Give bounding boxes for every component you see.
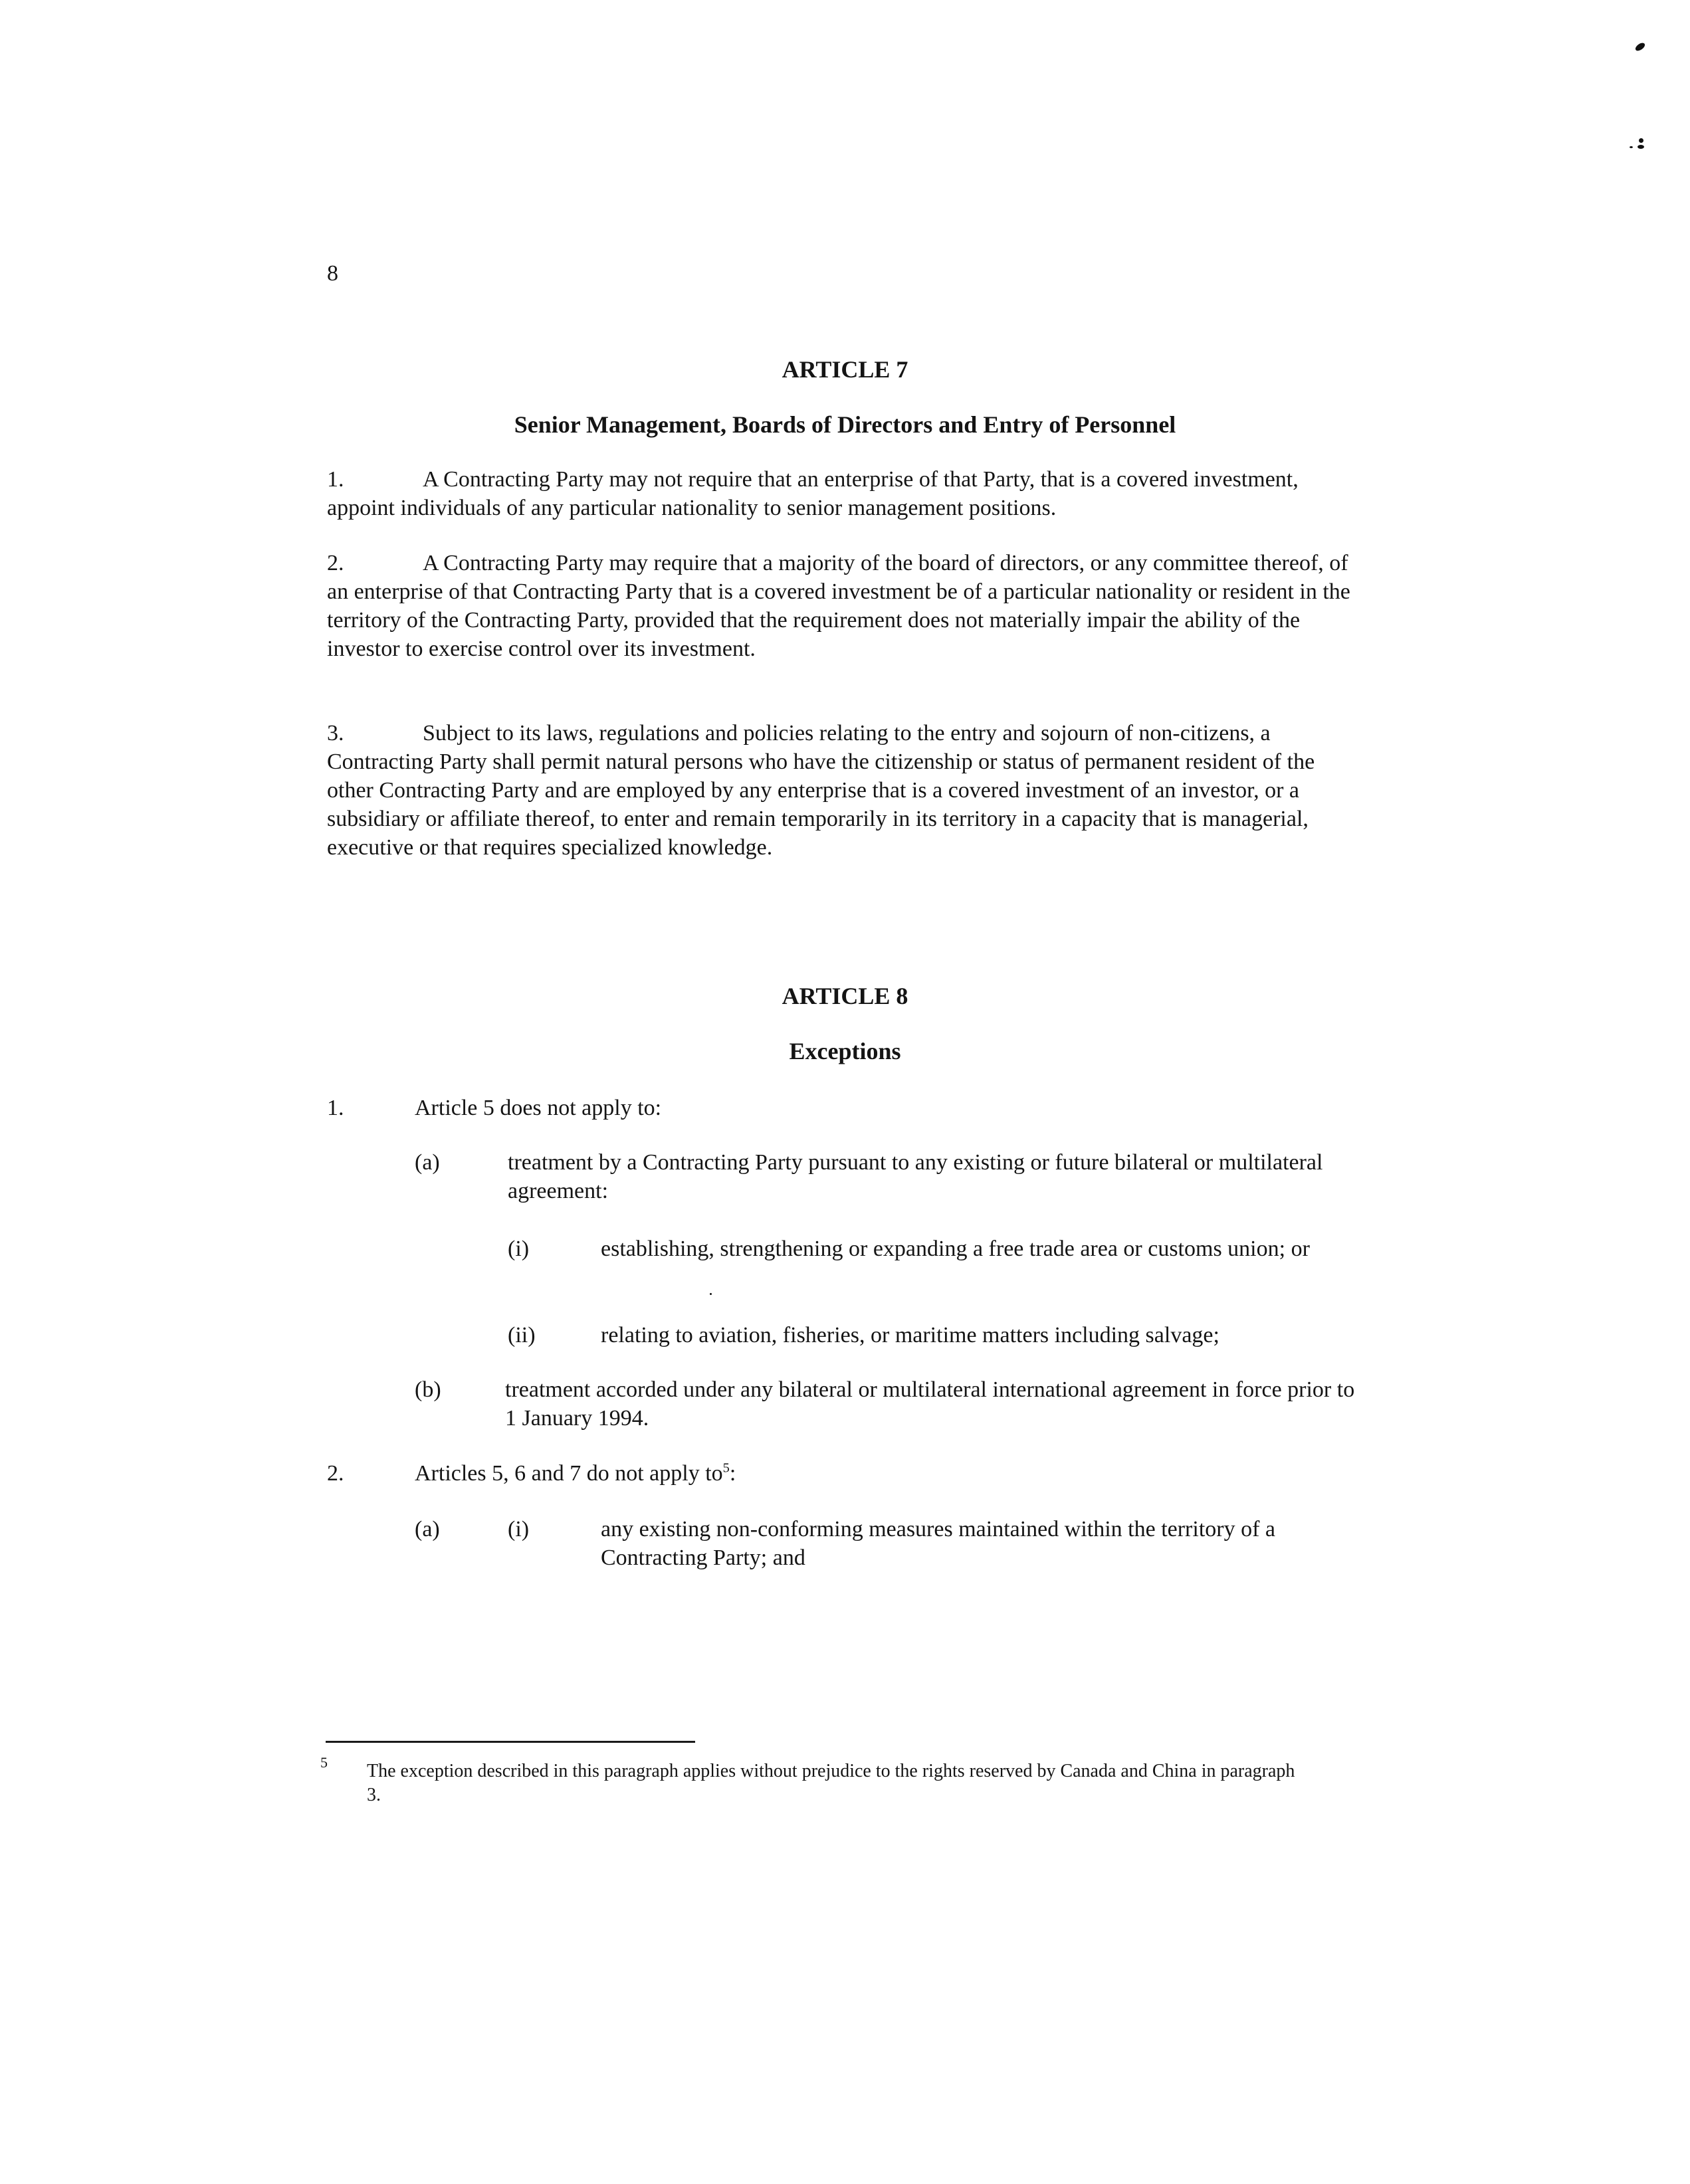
footnote-reference: 5 bbox=[722, 1460, 730, 1476]
article-8-subheading: Exceptions bbox=[789, 1038, 901, 1064]
article-7-paragraph-3 bbox=[327, 719, 1350, 862]
article-7-heading: ARTICLE 7 bbox=[782, 356, 908, 383]
article-8-p1-number: 1. bbox=[327, 1096, 344, 1120]
paragraph-number: 2. bbox=[327, 551, 344, 575]
article-8-p1-a-label: (a) bbox=[415, 1150, 440, 1175]
paragraph-number: 3. bbox=[327, 721, 344, 745]
paragraph-text: A Contracting Party may not require that an enterprise of that Party, that is a covered investment, appoint individuals of any particular nationality to senior management positions. bbox=[327, 467, 1299, 520]
scan-speck bbox=[710, 1293, 712, 1295]
article-7-subheading: Senior Management, Boards of Directors and Entry of Personnel bbox=[514, 411, 1176, 438]
article-8-p1-a-text: treatment by a Contracting Party pursuant to any existing or future bilateral or multilateral agreement: bbox=[508, 1150, 1323, 1203]
scan-speck bbox=[1637, 145, 1644, 149]
article-8-p2-a-i-text: any existing non-conforming measures maintained within the territory of a Contracting Party; and bbox=[601, 1517, 1276, 1570]
paragraph-number: 1. bbox=[327, 467, 344, 492]
article-8-p2-number: 2. bbox=[327, 1461, 344, 1486]
article-7-paragraph-1 bbox=[327, 465, 1350, 522]
footnote-text: The exception described in this paragraph applies without prejudice to the rights reserved by Canada and China in paragraph 3. bbox=[367, 1761, 1295, 1805]
page-number: 8 bbox=[327, 261, 338, 286]
scan-speck bbox=[1639, 138, 1643, 143]
article-8-p1-text: Article 5 does not apply to: bbox=[415, 1096, 662, 1120]
article-8-p1-b-text: treatment accorded under any bilateral or multilateral international agreement in force prior to 1 January 1994. bbox=[505, 1377, 1355, 1431]
article-8-p2-a-i-label: (i) bbox=[508, 1517, 530, 1541]
article-8-p1-a-ii-text: relating to aviation, fisheries, or maritime matters including salvage; bbox=[601, 1323, 1219, 1347]
footnote-divider bbox=[326, 1741, 695, 1743]
article-8-p2-a-label: (a) bbox=[415, 1517, 440, 1541]
article-8-p2-text bbox=[415, 1459, 1372, 1488]
article-8-p1-b-label: (b) bbox=[415, 1377, 441, 1402]
article-8-p1-a-ii-label: (ii) bbox=[508, 1323, 536, 1347]
footnote-number: 5 bbox=[320, 1754, 328, 1771]
article-8-p1-a-i-text: establishing, strengthening or expanding a free trade area or customs union; or bbox=[601, 1237, 1310, 1261]
scan-speck bbox=[1634, 41, 1646, 52]
article-7-paragraph-2 bbox=[327, 549, 1350, 663]
article-8-p2-text-main: Articles 5, 6 and 7 do not apply to bbox=[415, 1461, 723, 1486]
article-8-heading: ARTICLE 8 bbox=[782, 983, 908, 1009]
paragraph-text: Subject to its laws, regulations and policies relating to the entry and sojourn of non-citizens, a Contracting Party shall permit natural persons who have the citizenship or status of permanent resident of the other Contracting Party and are employed by any enterprise that is a covered investment of an investor, or a subsidiary or affiliate thereof, to enter and remain temporarily in its territory in a capacity that is managerial, executive or that requires specialized knowledge. bbox=[327, 721, 1315, 860]
article-8-p1-a-i-label: (i) bbox=[508, 1237, 530, 1261]
article-8-p2-text-end: : bbox=[729, 1461, 736, 1486]
scan-speck bbox=[1630, 146, 1633, 148]
paragraph-text: A Contracting Party may require that a majority of the board of directors, or any committee thereof, of an enterprise of that Contracting Party that is a covered investment be of a particular nationality or resident in the territory of the Contracting Party, provided that the requirement does not materially impair the ability of the investor to exercise control over its investment. bbox=[327, 551, 1350, 661]
